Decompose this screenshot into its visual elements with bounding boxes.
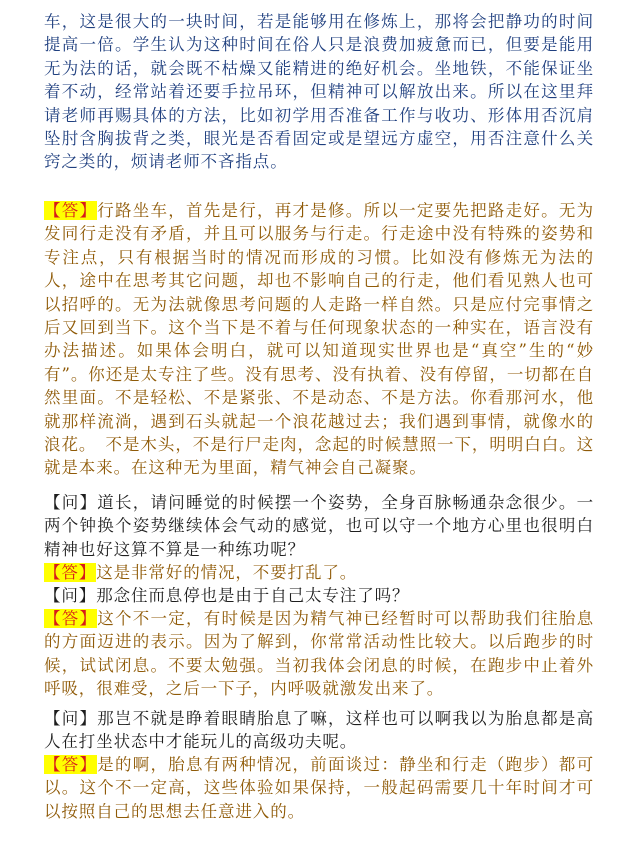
question-paragraph bbox=[44, 491, 594, 561]
answer-text: 行路坐车，首先是行，再才是修。所以一定要先把路走好。无为发同行走没有矛盾，并且可以服务与行走。行走途中没有特殊的姿势和专注点，只有根据当时的情况而形成的习惯。比如没有修炼无为法的人，途中在思考其它问题，却也不影响自己的行走，他们看见熟人也可以招呼的。无为法就像思考问题的人走路一样自然。只是应付完事情之后又回到当下。这个当下是不着与任何现象状态的一种实在，语言没有办法描述。如果体会明白，就可以知道现实世界也是“真空”生的“妙有”。你还是太专注了些。没有思考、没有执着、没有停留，一切都在自然里面。不是轻松、不是紧张、不是动态、不是方法。你看那河水，他就那样流淌，遇到石头就起一个浪花越过去；我们遇到事情，就像水的浪花。 不是木头，不是行尸走肉，念起的时候慧照一下，明明白白。这就是本来。在这种无为里面，精气神会自己凝聚。 bbox=[44, 201, 594, 478]
question-tag: 【问】 bbox=[44, 586, 97, 605]
answer-paragraph bbox=[44, 753, 594, 823]
answer-tag: 【答】 bbox=[44, 609, 98, 628]
answer-tag: 【答】 bbox=[44, 563, 97, 582]
answer-text: 这个不一定，有时候是因为精气神已经暂时可以帮助我们往胎息的方面迈进的表示。因为了解到，你常常活动性比较大。以后跑步的时候，试试闭息。不要太勉强。当初我体会闭息的时候，在跑步中止着外呼吸，很难受，之后一下子，内呼吸就激发出来了。 bbox=[44, 609, 594, 699]
answer-text: 是的啊，胎息有两种情况，前面谈过：静坐和行走（跑步）都可以。这个不一定高，这些体验如果保持，一般起码需要几十年时间才可以按照自己的思想去任意进入的。 bbox=[44, 755, 594, 821]
question-tag: 【问】 bbox=[44, 709, 98, 728]
question-text: 道长，请问睡觉的时候摆一个姿势，全身百脉畅通杂念很少。一两个钟换个姿势继续体会气动的感觉，也可以守一个地方心里也很明白精神也好这算不算是一种练功呢？ bbox=[44, 493, 594, 559]
answer-tag: 【答】 bbox=[44, 201, 98, 220]
question-paragraph bbox=[44, 584, 594, 607]
question-text: 那岂不就是睁着眼睛胎息了嘛，这样也可以啊我以为胎息都是高人在打坐状态中才能玩儿的高级功夫呢。 bbox=[44, 709, 594, 752]
question-text: 那念住而息停也是由于自己太专注了吗？ bbox=[96, 586, 410, 605]
question-tag: 【问】 bbox=[44, 493, 98, 512]
question-paragraph bbox=[44, 707, 594, 754]
answer-text: 这是非常好的情况，不要打乱了。 bbox=[96, 563, 358, 582]
answer-paragraph bbox=[44, 561, 594, 584]
answer-tag: 【答】 bbox=[44, 755, 98, 774]
question-continuation bbox=[44, 10, 594, 174]
question-continuation-text: 车，这是很大的一块时间，若是能够用在修炼上，那将会把静功的时间提高一倍。学生认为这种时间在俗人只是浪费加疲惫而已，但要是能用无为法的话，就会既不枯燥又能精进的绝好机会。坐地铁，不能保证坐着不动，经常站着还要手拉吊环，但精神可以解放出来。所以在这里拜请老师再赐具体的方法，比如初学用否准备工作与收功、形体用否沉肩坠肘含胸拔背之类，眼光是否看固定或是望远方虚空，用否注意什么关窍之类的，烦请老师不吝指点。 bbox=[44, 12, 594, 172]
answer-paragraph bbox=[44, 199, 594, 480]
answer-paragraph bbox=[44, 607, 594, 701]
